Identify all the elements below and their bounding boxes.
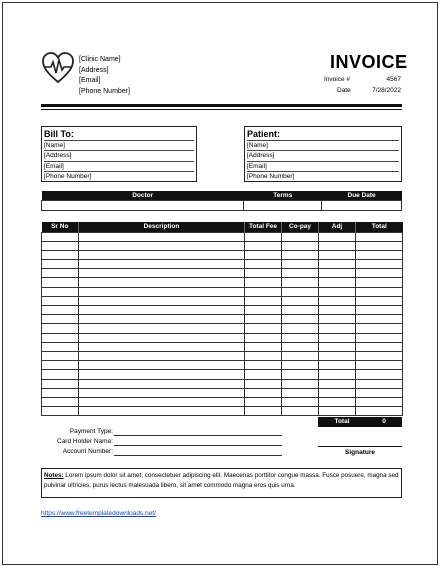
table-row [42, 361, 403, 370]
bill-to-title: Bill To: [44, 129, 74, 139]
account-number-label: Account Number: [62, 448, 113, 455]
adj-cell[interactable] [319, 269, 356, 278]
doctor-cell[interactable] [42, 200, 244, 210]
total-cell[interactable] [356, 278, 403, 287]
invoice-meta-values [363, 75, 401, 96]
total-cell[interactable] [356, 370, 403, 379]
total-fee-cell[interactable] [245, 370, 282, 379]
due-date-header: Due Date [322, 191, 402, 200]
invoice-number-label: Invoice # [324, 76, 351, 83]
patient-email[interactable]: [Email] [247, 161, 399, 171]
total-cell[interactable] [356, 315, 403, 324]
clinic-name: [Clinic Name] [79, 56, 121, 63]
sr-no-cell[interactable] [42, 342, 79, 351]
adj-cell[interactable] [319, 250, 356, 259]
total-fee-cell[interactable] [245, 296, 282, 305]
co-pay-cell[interactable] [282, 296, 319, 305]
co-pay-header: Co-pay [282, 222, 319, 232]
table-row [42, 342, 403, 351]
heart-pulse-icon [41, 51, 75, 85]
table-row [42, 397, 403, 406]
co-pay-cell[interactable] [282, 342, 319, 351]
total-fee-cell[interactable] [245, 333, 282, 342]
table-row [42, 306, 403, 315]
signature-label: Signature [345, 449, 375, 456]
co-pay-cell[interactable] [282, 269, 319, 278]
adj-cell[interactable] [319, 342, 356, 351]
total-cell[interactable] [356, 379, 403, 388]
bill-to-name[interactable]: [Name] [44, 140, 194, 150]
invoice-number-value[interactable]: 4567 [386, 76, 401, 83]
co-pay-cell[interactable] [282, 324, 319, 333]
description-cell[interactable] [79, 278, 245, 287]
total-cell[interactable] [356, 324, 403, 333]
adj-header: Adj [319, 222, 356, 232]
total-fee-cell[interactable] [245, 324, 282, 333]
sr-no-cell[interactable] [42, 407, 79, 416]
co-pay-cell[interactable] [282, 333, 319, 342]
total-cell[interactable] [356, 407, 403, 416]
sr-no-cell[interactable] [42, 361, 79, 370]
co-pay-cell[interactable] [282, 260, 319, 269]
sr-no-cell[interactable] [42, 232, 79, 241]
adj-cell[interactable] [319, 232, 356, 241]
adj-cell[interactable] [319, 296, 356, 305]
description-header: Description [79, 222, 245, 232]
table-row [42, 351, 403, 360]
items-table-body [42, 232, 403, 416]
total-fee-cell[interactable] [245, 315, 282, 324]
patient-name[interactable]: [Name] [247, 140, 399, 150]
description-cell[interactable] [79, 397, 245, 406]
total-fee-cell[interactable] [245, 351, 282, 360]
total-cell[interactable] [356, 232, 403, 241]
bill-to-email[interactable]: [Email] [44, 161, 194, 171]
description-cell[interactable] [79, 351, 245, 360]
co-pay-cell[interactable] [282, 370, 319, 379]
terms-header: Terms [244, 191, 322, 200]
total-cell[interactable] [356, 287, 403, 296]
total-cell[interactable] [356, 250, 403, 259]
table-row [42, 315, 403, 324]
total-cell[interactable] [356, 361, 403, 370]
table-row [42, 287, 403, 296]
table-row [42, 379, 403, 388]
total-fee-cell[interactable] [245, 260, 282, 269]
adj-cell[interactable] [319, 260, 356, 269]
total-cell[interactable] [356, 269, 403, 278]
bill-to-box [41, 126, 197, 182]
adj-cell[interactable] [319, 315, 356, 324]
adj-cell[interactable] [319, 287, 356, 296]
patient-address[interactable]: [Address] [247, 150, 399, 160]
co-pay-cell[interactable] [282, 407, 319, 416]
notes-text: Lorem ipsum dolor sit amet, consectetuer adipiscing elit. Maecenas porttitor congue massa. Fusce posuere, magna sed pulvinar ultricies, purus lectus malesuada libero, sit amet commodo magna eros quis urna. [44, 472, 399, 489]
table-row [42, 232, 403, 241]
patient-box [244, 126, 402, 182]
table-row [42, 241, 403, 250]
card-holder-label: Card Holder Name: [57, 438, 113, 445]
description-cell[interactable] [79, 324, 245, 333]
description-cell[interactable] [79, 379, 245, 388]
total-header: Total [356, 222, 403, 232]
bill-to-phone[interactable]: [Phone Number] [44, 171, 194, 181]
adj-cell[interactable] [319, 241, 356, 250]
due-date-cell[interactable] [322, 200, 402, 210]
table-row [42, 388, 403, 397]
total-cell[interactable] [356, 296, 403, 305]
clinic-phone: [Phone Number] [79, 87, 130, 95]
patient-phone[interactable]: [Phone Number] [247, 171, 399, 181]
table-row [42, 250, 403, 259]
total-fee-cell[interactable] [245, 278, 282, 287]
adj-cell[interactable] [319, 361, 356, 370]
co-pay-cell[interactable] [282, 379, 319, 388]
total-fee-cell[interactable] [245, 269, 282, 278]
adj-cell[interactable] [319, 407, 356, 416]
card-holder-field[interactable] [114, 445, 282, 446]
header-divider-thin [41, 109, 402, 110]
table-row [42, 407, 403, 416]
description-cell[interactable] [79, 333, 245, 342]
total-fee-cell[interactable] [245, 407, 282, 416]
description-cell[interactable] [79, 232, 245, 241]
sr-no-cell[interactable] [42, 278, 79, 287]
sr-no-cell[interactable] [42, 324, 79, 333]
description-cell[interactable] [79, 370, 245, 379]
card-holder-row [41, 438, 282, 447]
total-cell[interactable] [356, 397, 403, 406]
total-fee-cell[interactable] [245, 397, 282, 406]
sr-no-cell[interactable] [42, 379, 79, 388]
table-row [42, 296, 403, 305]
sr-no-cell[interactable] [42, 370, 79, 379]
sr-no-cell[interactable] [42, 315, 79, 324]
total-cell[interactable] [356, 342, 403, 351]
clinic-email: [Email] [79, 77, 101, 84]
description-cell[interactable] [79, 250, 245, 259]
doctor-terms-table [41, 191, 402, 211]
adj-cell[interactable] [319, 379, 356, 388]
sr-no-header: Sr No [42, 222, 79, 232]
description-cell[interactable] [79, 342, 245, 351]
sr-no-cell[interactable] [42, 397, 79, 406]
adj-cell[interactable] [319, 370, 356, 379]
total-cell[interactable] [356, 351, 403, 360]
table-row [42, 333, 403, 342]
account-number-row [41, 448, 282, 457]
total-fee-cell[interactable] [245, 241, 282, 250]
co-pay-cell[interactable] [282, 250, 319, 259]
adj-cell[interactable] [319, 324, 356, 333]
adj-cell[interactable] [319, 278, 356, 287]
adj-cell[interactable] [319, 333, 356, 342]
description-cell[interactable] [79, 388, 245, 397]
total-cell[interactable] [356, 306, 403, 315]
sr-no-cell[interactable] [42, 269, 79, 278]
invoice-date-value[interactable]: 7/28/2022 [372, 86, 401, 94]
table-row [42, 269, 403, 278]
co-pay-cell[interactable] [282, 388, 319, 397]
description-cell[interactable] [79, 260, 245, 269]
table-row [42, 324, 403, 333]
description-cell[interactable] [79, 269, 245, 278]
description-cell[interactable] [79, 296, 245, 305]
notes-label: Notes: [44, 472, 64, 479]
table-row [42, 278, 403, 287]
description-cell[interactable] [79, 287, 245, 296]
total-cell[interactable] [356, 241, 403, 250]
doctor-header: Doctor [42, 191, 244, 200]
sr-no-cell[interactable] [42, 260, 79, 269]
payment-type-row [41, 428, 282, 437]
total-fee-cell[interactable] [245, 379, 282, 388]
sr-no-cell[interactable] [42, 241, 79, 250]
total-value: 0 [366, 417, 402, 427]
total-fee-cell[interactable] [245, 250, 282, 259]
co-pay-cell[interactable] [282, 241, 319, 250]
total-label: Total [318, 417, 366, 427]
invoice-date-label: Date [337, 86, 351, 94]
sr-no-cell[interactable] [42, 296, 79, 305]
invoice-page [2, 2, 438, 565]
account-number-field[interactable] [114, 455, 282, 456]
terms-cell[interactable] [244, 200, 322, 210]
clinic-info [79, 55, 130, 97]
adj-cell[interactable] [319, 351, 356, 360]
invoice-meta-labels [324, 75, 351, 96]
table-row [42, 370, 403, 379]
sr-no-cell[interactable] [42, 351, 79, 360]
table-row [42, 260, 403, 269]
co-pay-cell[interactable] [282, 278, 319, 287]
total-cell[interactable] [356, 333, 403, 342]
footer-link[interactable]: https://www.freetemplatedownloads.net/ [41, 510, 156, 517]
sr-no-cell[interactable] [42, 306, 79, 315]
payment-type-label: Payment Type: [69, 428, 113, 435]
total-fee-header: Total Fee [245, 222, 282, 232]
total-fee-cell[interactable] [245, 306, 282, 315]
description-cell[interactable] [79, 407, 245, 416]
bill-to-address[interactable]: [Address] [44, 150, 194, 160]
notes-box [41, 468, 402, 498]
clinic-address: [Address] [79, 66, 109, 74]
total-fee-cell[interactable] [245, 361, 282, 370]
total-fee-cell[interactable] [245, 232, 282, 241]
payment-type-field[interactable] [114, 435, 282, 436]
description-cell[interactable] [79, 361, 245, 370]
total-fee-cell[interactable] [245, 388, 282, 397]
total-cell[interactable] [356, 388, 403, 397]
co-pay-cell[interactable] [282, 361, 319, 370]
patient-title: Patient: [247, 129, 281, 139]
co-pay-cell[interactable] [282, 306, 319, 315]
adj-cell[interactable] [319, 306, 356, 315]
sr-no-cell[interactable] [42, 250, 79, 259]
sr-no-cell[interactable] [42, 287, 79, 296]
invoice-title: INVOICE [330, 52, 408, 72]
items-table [41, 222, 403, 416]
adj-cell[interactable] [319, 397, 356, 406]
co-pay-cell[interactable] [282, 232, 319, 241]
total-cell[interactable] [356, 260, 403, 269]
header-divider-thick [41, 104, 402, 107]
description-cell[interactable] [79, 315, 245, 324]
co-pay-cell[interactable] [282, 287, 319, 296]
signature-line[interactable] [318, 446, 402, 447]
sr-no-cell[interactable] [42, 333, 79, 342]
total-fee-cell[interactable] [245, 342, 282, 351]
co-pay-cell[interactable] [282, 351, 319, 360]
total-fee-cell[interactable] [245, 287, 282, 296]
description-cell[interactable] [79, 241, 245, 250]
co-pay-cell[interactable] [282, 397, 319, 406]
sr-no-cell[interactable] [42, 388, 79, 397]
adj-cell[interactable] [319, 388, 356, 397]
description-cell[interactable] [79, 306, 245, 315]
co-pay-cell[interactable] [282, 315, 319, 324]
